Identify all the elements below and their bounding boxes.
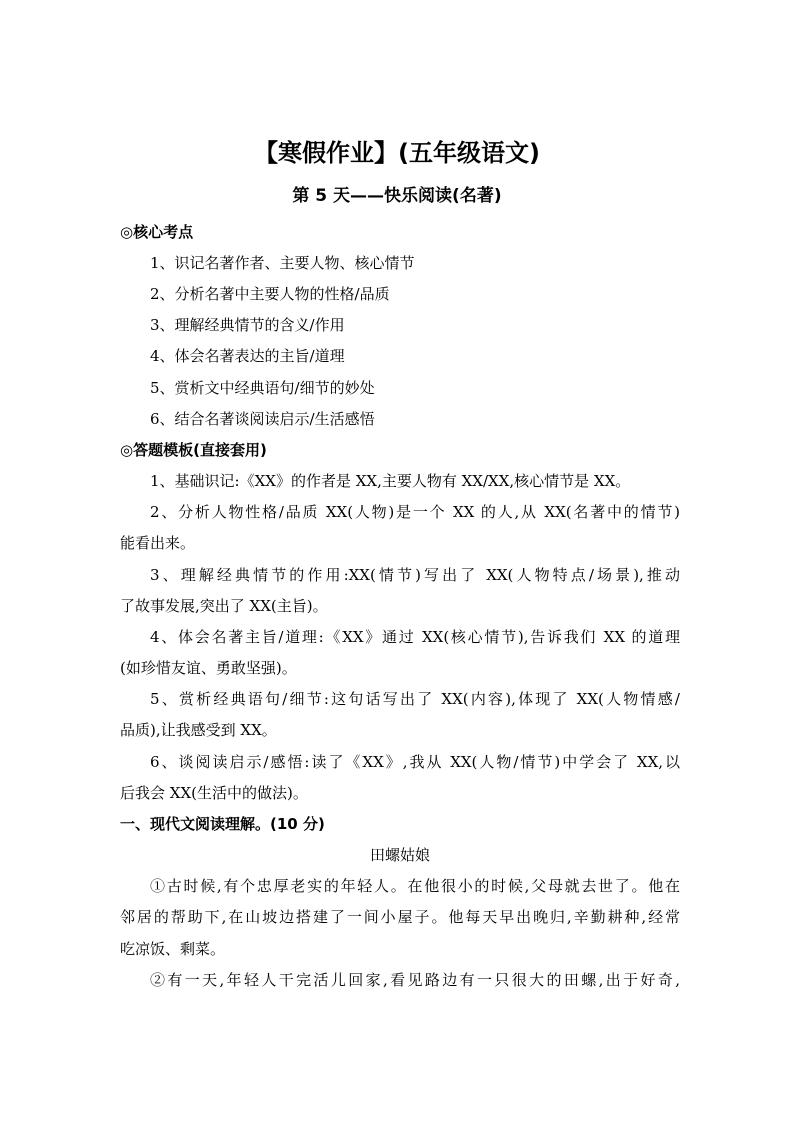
page-subtitle: 第 5 天——快乐阅读(名著): [292, 186, 502, 206]
core-point-3: 3、理解经典情节的含义/作用: [150, 316, 345, 334]
template-6-line-2: 后我会 XX(生活中的做法)。: [120, 784, 308, 802]
template-4-line-1: 4、体会名著主旨/道理:《XX》通过 XX(核心情节),告诉我们 XX 的道理: [150, 628, 680, 646]
template-6-line-1: 6、谈阅读启示/感悟:读了《XX》,我从 XX(人物/情节)中学会了 XX,以: [150, 753, 680, 771]
core-point-6: 6、结合名著谈阅读启示/生活感悟: [150, 410, 375, 428]
core-point-5: 5、赏析文中经典语句/细节的妙处: [150, 379, 375, 397]
template-2-line-2: 能看出来。: [120, 534, 196, 552]
story-paragraph-1-line-1: ①古时候,有个忠厚老实的年轻人。在他很小的时候,父母就去世了。他在: [150, 877, 680, 895]
core-points-heading: ◎核心考点: [120, 223, 194, 241]
story-title: 田螺姑娘: [369, 846, 430, 864]
page-title: 【寒假作业】(五年级语文): [254, 139, 540, 167]
template-2-line-1: 2、分析人物性格/品质 XX(人物)是一个 XX 的人,从 XX(名著中的情节): [150, 503, 680, 521]
story-paragraph-2-line-1: ②有一天,年轻人干完活儿回家,看见路边有一只很大的田螺,出于好奇,: [150, 971, 680, 989]
section-1-heading: 一、现代文阅读理解。(10 分): [120, 815, 325, 833]
template-3-line-2: 了故事发展,突出了 XX(主旨)。: [120, 597, 328, 615]
core-point-2: 2、分析名著中主要人物的性格/品质: [150, 285, 390, 303]
core-point-4: 4、体会名著表达的主旨/道理: [150, 347, 345, 365]
core-point-1: 1、识记名著作者、主要人物、核心情节: [150, 254, 415, 272]
template-5-line-2: 品质),让我感受到 XX。: [120, 721, 277, 739]
template-5-line-1: 5、赏析经典语句/细节:这句话写出了 XX(内容),体现了 XX(人物情感/: [150, 690, 680, 708]
story-paragraph-1-line-3: 吃凉饭、剩菜。: [120, 940, 226, 958]
template-4-line-2: (如珍惜友谊、勇敢坚强)。: [120, 659, 297, 677]
story-paragraph-1-line-2: 邻居的帮助下,在山坡边搭建了一间小屋子。他每天早出晚归,辛勤耕种,经常: [120, 908, 680, 926]
templates-heading: ◎答题模板(直接套用): [120, 441, 267, 459]
template-3-line-1: 3、理解经典情节的作用:XX(情节)写出了 XX(人物特点/场景),推动: [150, 566, 680, 584]
template-1-line-1: 1、基础识记:《XX》的作者是 XX,主要人物有 XX/XX,核心情节是 XX。: [150, 472, 631, 490]
